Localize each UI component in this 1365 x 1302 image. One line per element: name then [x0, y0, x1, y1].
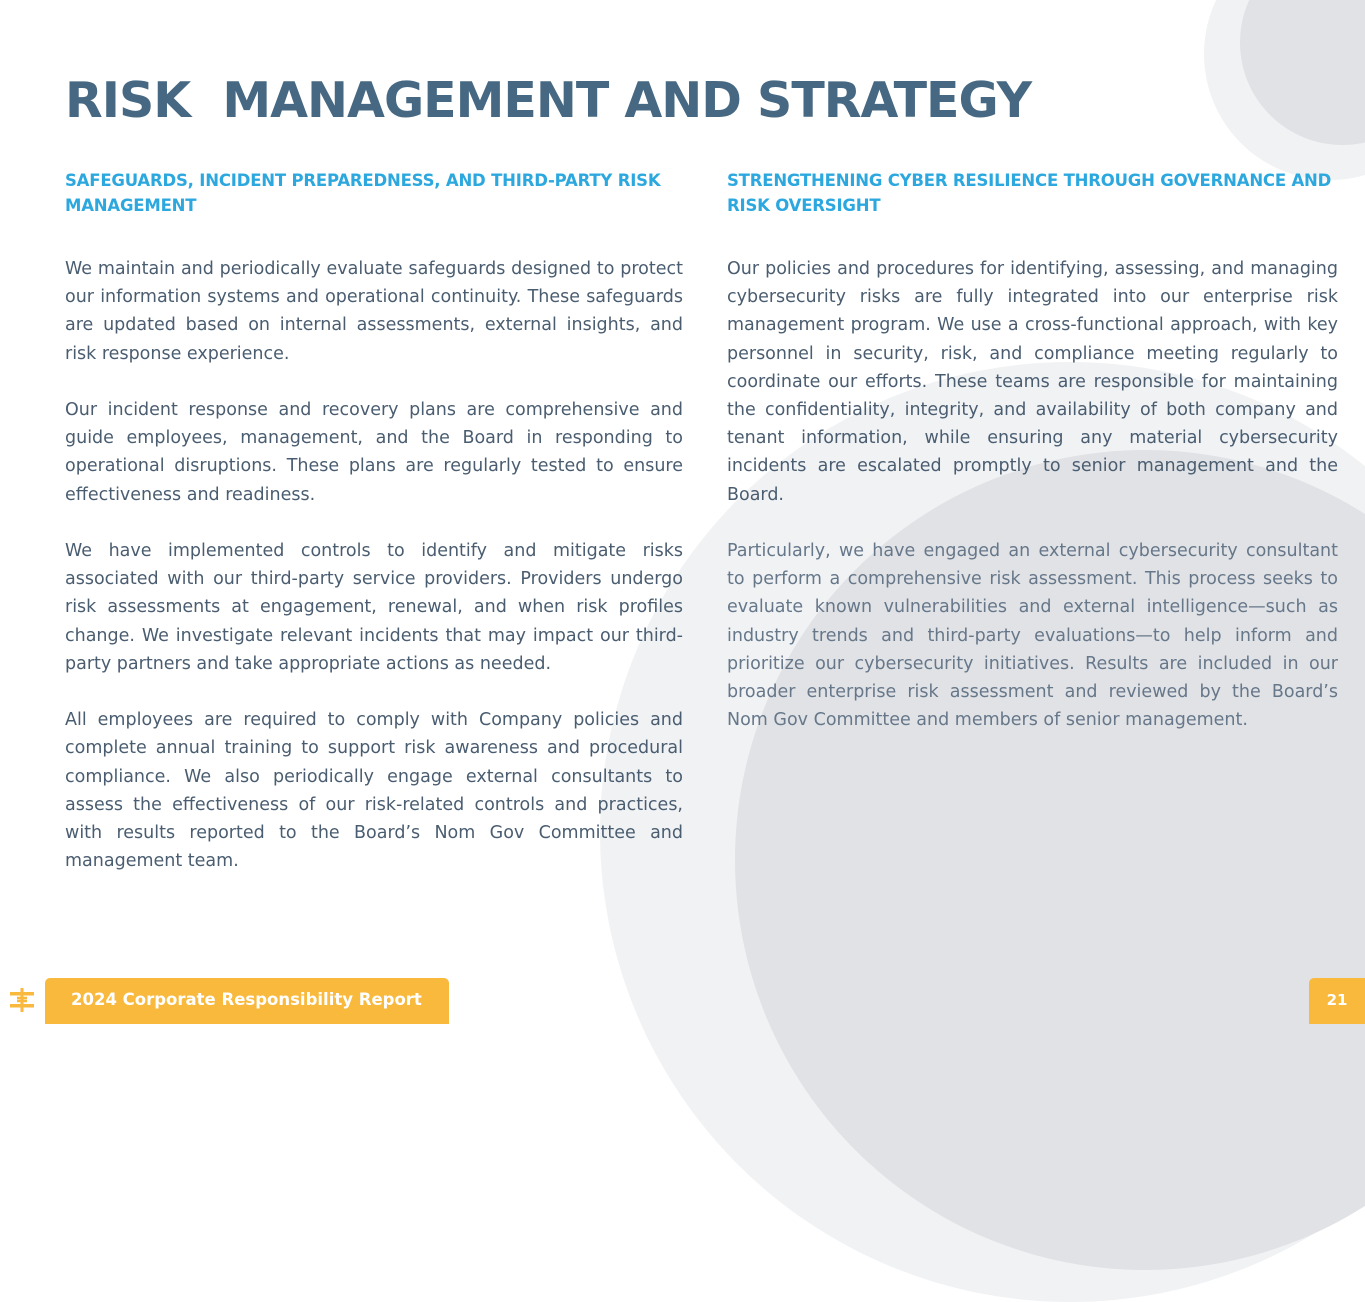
- page-number-badge: [1309, 978, 1365, 1024]
- right-column: [727, 168, 1338, 734]
- left-paragraph: We have implemented controls to identify and mitigate risks associated with our third-party service providers. Providers undergo risk assessments at engagement, renewal, and when risk profiles change. We investigate relevant incidents that may impact our third-party partners and take appropriate actions as needed.: [65, 541, 683, 674]
- footer-report-title: 2024 Corporate Responsibility Report: [71, 990, 422, 1009]
- left-paragraph: We maintain and periodically evaluate safeguards designed to protect our information systems and operational continuity. These safeguards are updated based on internal assessments, external insights, and risk response experience.: [65, 259, 683, 364]
- left-section-heading: SAFEGUARDS, INCIDENT PREPAREDNESS, AND THIRD-PARTY RISK MANAGEMENT: [65, 171, 661, 215]
- company-logo-icon: [10, 985, 34, 1015]
- left-paragraph: Our incident response and recovery plans are comprehensive and guide employees, management, and the Board in responding to operational disruptions. These plans are regularly tested to ensure effectiveness and readiness.: [65, 400, 683, 505]
- page-title: RISK MANAGEMENT AND STRATEGY: [65, 72, 1032, 129]
- footer-report-banner: [45, 978, 449, 1024]
- right-paragraph: Our policies and procedures for identifying, assessing, and managing cybersecurity risks are fully integrated into our enterprise risk management program. We use a cross-functional approach, with key personnel in security, risk, and compliance meeting regularly to coordinate our efforts. These teams are responsible for maintaining the confidentiality, integrity, and availability of both company and tenant information, while ensuring any material cybersecurity incidents are escalated promptly to senior management and the Board.: [727, 259, 1338, 505]
- left-column: [65, 168, 683, 875]
- left-paragraph: All employees are required to comply with Company policies and complete annual training to support risk awareness and procedural compliance. We also periodically engage external consultants to assess the effectiveness of our risk-related controls and practices, with results reported to the Board’s Nom Gov Committee and management team.: [65, 710, 683, 872]
- right-paragraph: Particularly, we have engaged an external cybersecurity consultant to perform a comprehensive risk assessment. This process seeks to evaluate known vulnerabilities and external intelligence—such as industry trends and third-party evaluations—to help inform and prioritize our cybersecurity initiatives. Results are included in our broader enterprise risk assessment and reviewed by the Board’s Nom Gov Committee and members of senior management.: [727, 541, 1338, 731]
- page-number: 21: [1326, 991, 1348, 1009]
- right-section-heading: STRENGTHENING CYBER RESILIENCE THROUGH GOVERNANCE AND RISK OVERSIGHT: [727, 171, 1332, 215]
